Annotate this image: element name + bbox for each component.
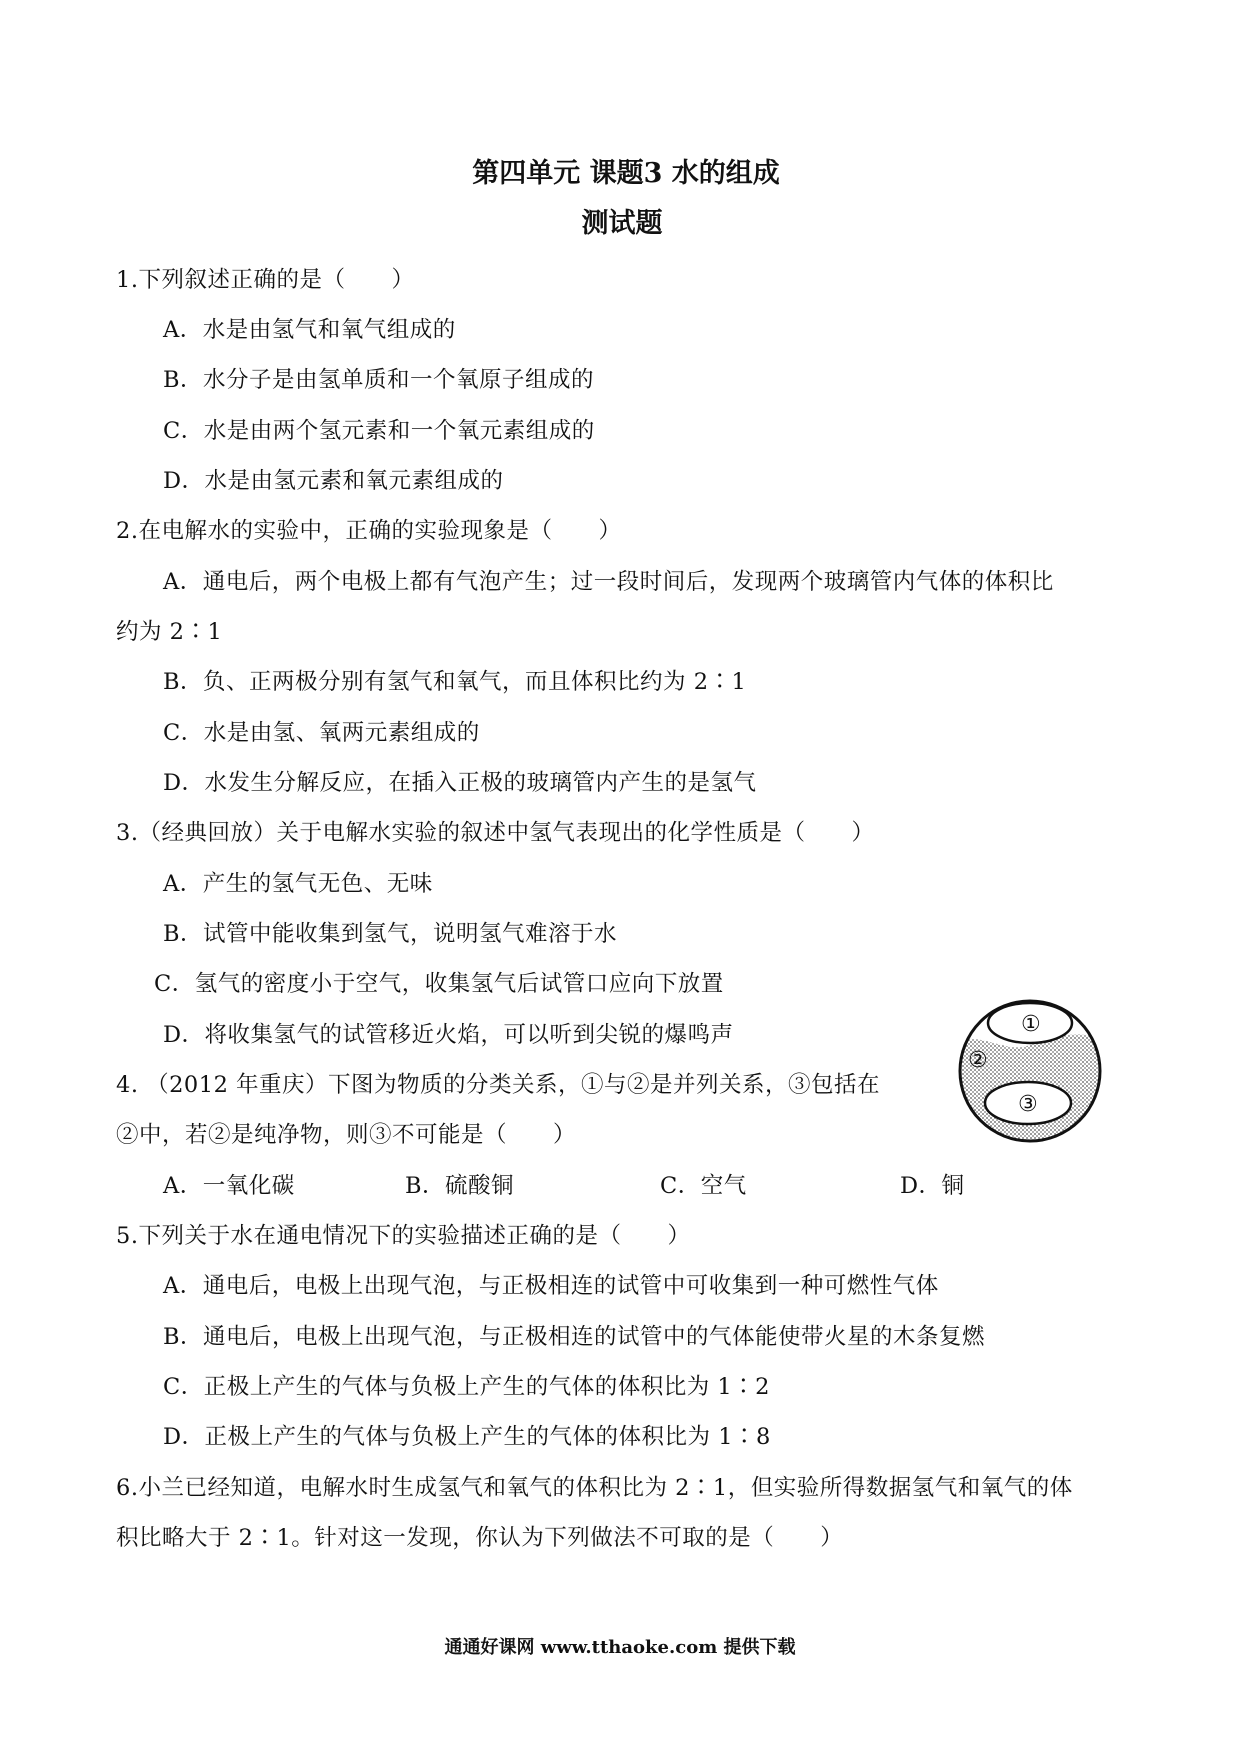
- question-1-stem: 1.下列叙述正确的是（ ）: [116, 267, 415, 293]
- question-6-stem-line-1: 6.小兰已经知道，电解水时生成氢气和氧气的体积比为 2∶1，但实验所得数据氢气和氧气的体: [116, 1475, 1073, 1501]
- question-1-option-a: A．水是由氢气和氧气组成的: [163, 317, 456, 343]
- question-3-option-b: B．试管中能收集到氢气，说明氢气难溶于水: [163, 921, 618, 947]
- question-2-option-c: C．水是由氢、氧两元素组成的: [163, 720, 480, 746]
- question-1-option-b: B．水分子是由氢单质和一个氧原子组成的: [163, 367, 595, 393]
- question-4-option-c: C．空气: [660, 1173, 747, 1199]
- label-region-1: ①: [1021, 1012, 1041, 1037]
- page-title: 第四单元 课题3 水的组成: [472, 158, 780, 189]
- question-2-stem: 2.在电解水的实验中，正确的实验现象是（ ）: [116, 518, 622, 544]
- label-region-3: ③: [1018, 1092, 1038, 1117]
- question-2-option-d: D．水发生分解反应，在插入正极的玻璃管内产生的是氢气: [163, 770, 757, 796]
- footer-credit: 通通好课网 www.tthaoke.com 提供下载: [444, 1637, 796, 1658]
- question-3-option-d: D．将收集氢气的试管移近火焰，可以听到尖锐的爆鸣声: [163, 1022, 734, 1048]
- question-1-option-c: C．水是由两个氢元素和一个氧元素组成的: [163, 418, 595, 444]
- question-5-option-d: D．正极上产生的气体与负极上产生的气体的体积比为 1∶8: [163, 1424, 771, 1450]
- classification-figure: [950, 985, 1110, 1150]
- question-2-option-a-continued: 约为 2∶1: [116, 619, 223, 645]
- question-3-stem: 3.（经典回放）关于电解水实验的叙述中氢气表现出的化学性质是（ ）: [116, 820, 875, 846]
- question-5-option-b: B．通电后，电极上出现气泡，与正极相连的试管中的气体能使带火星的木条复燃: [163, 1324, 986, 1350]
- question-5-stem: 5.下列关于水在通电情况下的实验描述正确的是（ ）: [116, 1223, 691, 1249]
- question-4-option-a: A．一氧化碳: [163, 1173, 295, 1199]
- question-2-option-b: B．负、正两极分别有氢气和氧气，而且体积比约为 2∶1: [163, 669, 747, 695]
- question-2-option-a: A．通电后，两个电极上都有气泡产生；过一段时间后，发现两个玻璃管内气体的体积比: [163, 569, 1054, 595]
- question-3-option-c: C．氢气的密度小于空气，收集氢气后试管口应向下放置: [154, 971, 724, 997]
- question-5-option-a: A．通电后，电极上出现气泡，与正极相连的试管中可收集到一种可燃性气体: [163, 1273, 939, 1299]
- page-subtitle: 测试题: [581, 208, 663, 239]
- question-4-option-b: B．硫酸铜: [405, 1173, 515, 1199]
- question-5-option-c: C．正极上产生的气体与负极上产生的气体的体积比为 1∶2: [163, 1374, 770, 1400]
- question-4-stem-line-1: 4. （2012 年重庆）下图为物质的分类关系，①与②是并列关系，③包括在: [116, 1072, 881, 1098]
- question-4-option-d: D．铜: [900, 1173, 965, 1199]
- question-1-option-d: D．水是由氢元素和氧元素组成的: [163, 468, 504, 494]
- question-6-stem-line-2: 积比略大于 2∶1。针对这一发现，你认为下列做法不可取的是（ ）: [116, 1525, 844, 1551]
- label-region-2: ②: [968, 1048, 988, 1073]
- question-3-option-a: A．产生的氢气无色、无味: [163, 871, 433, 897]
- question-4-stem-line-2: ②中，若②是纯净物，则③不可能是（ ）: [116, 1122, 577, 1148]
- classification-diagram: [950, 985, 1110, 1150]
